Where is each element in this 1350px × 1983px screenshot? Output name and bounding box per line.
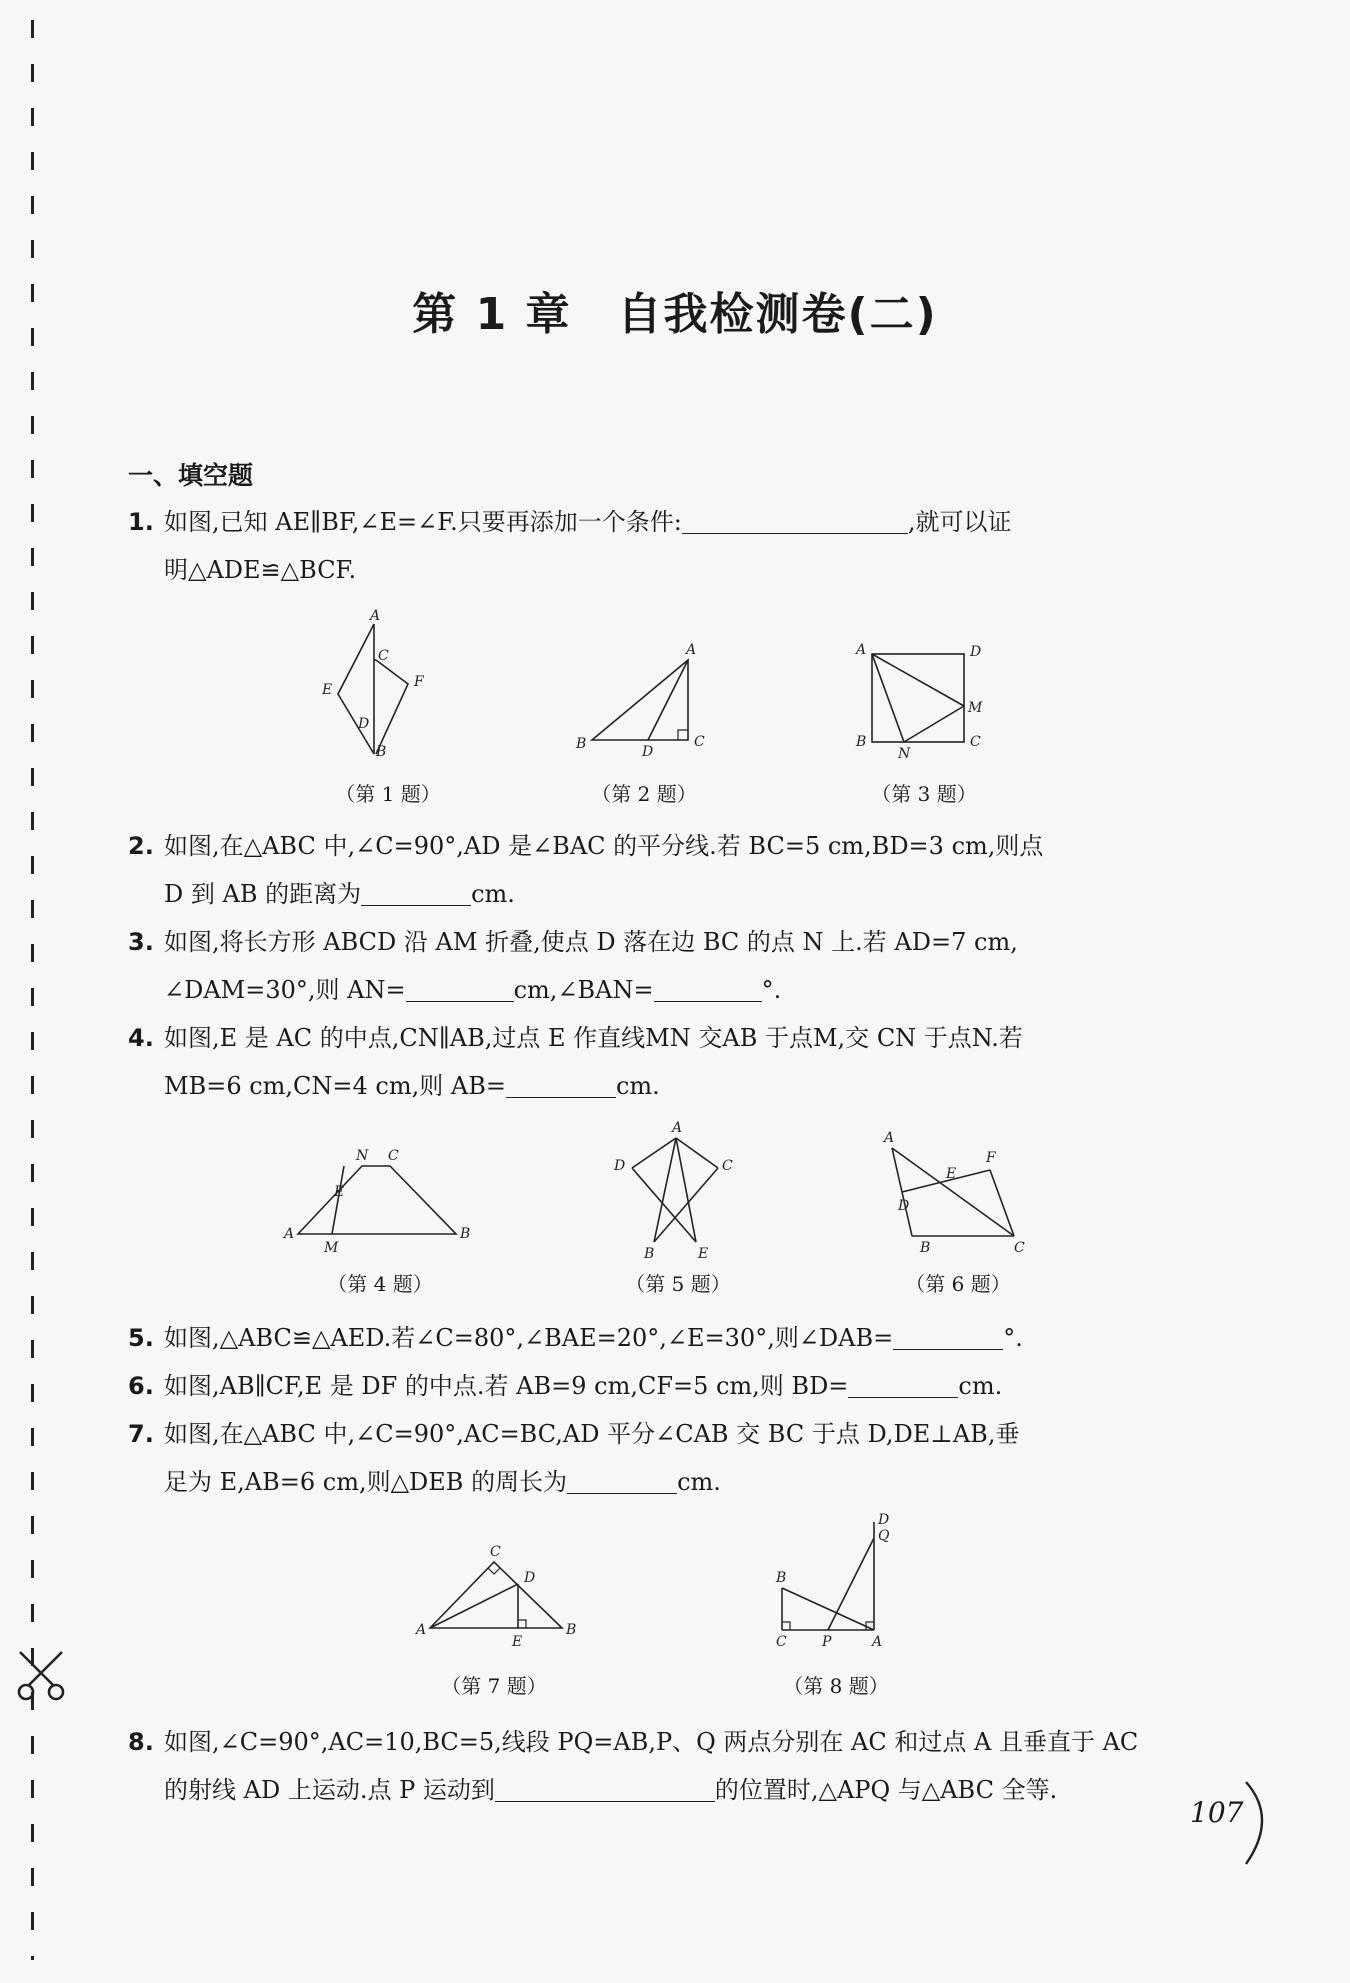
- caption-6: （第 6 题）: [905, 1272, 1011, 1296]
- answer-blank[interactable]: [682, 503, 908, 534]
- question-text: 如图,∠C=90°,AC=10,BC=5,线段 PQ=AB,P、Q 两点分别在 AC 和过点 A 且垂直于 AC: [164, 1728, 1139, 1756]
- question-number: 7.: [128, 1420, 154, 1448]
- point-label: A: [284, 1226, 295, 1242]
- point-label: N: [898, 746, 911, 762]
- figure-6: [874, 1128, 1034, 1258]
- point-label: A: [370, 608, 381, 624]
- point-label: B: [776, 1570, 787, 1586]
- answer-blank[interactable]: [567, 1463, 677, 1494]
- point-label: A: [884, 1130, 895, 1146]
- point-label: D: [898, 1198, 910, 1214]
- point-label: A: [856, 642, 867, 658]
- figure-4: [280, 1148, 480, 1258]
- point-label: A: [872, 1634, 883, 1650]
- question-8: [128, 1718, 1214, 1814]
- question-text: 如图,已知 AE∥BF,∠E=∠F.只要再添加一个条件:: [164, 508, 682, 536]
- point-label: P: [822, 1634, 832, 1650]
- point-label: E: [698, 1246, 709, 1262]
- point-label: A: [672, 1120, 683, 1136]
- answer-blank[interactable]: [406, 971, 514, 1002]
- question-number: 6.: [128, 1372, 154, 1400]
- answer-blank[interactable]: [848, 1367, 958, 1398]
- question-1: [128, 498, 1214, 594]
- point-label: C: [970, 734, 981, 750]
- caption-1: （第 1 题）: [335, 782, 441, 806]
- point-label: D: [524, 1570, 536, 1586]
- test-name: 自我检测卷(二): [617, 289, 938, 340]
- question-text: °.: [761, 976, 782, 1004]
- question-3: [128, 918, 1214, 1014]
- question-number: 8.: [128, 1728, 154, 1756]
- question-number: 3.: [128, 928, 154, 956]
- page-number: 107: [1190, 1796, 1244, 1829]
- point-label: B: [576, 736, 587, 752]
- point-label: D: [614, 1158, 626, 1174]
- question-6: [128, 1362, 1214, 1410]
- question-text: 如图,将长方形 ABCD 沿 AM 折叠,使点 D 落在边 BC 的点 N 上.若 AD=7 cm,: [164, 928, 1018, 956]
- figure-2: [572, 640, 722, 760]
- point-label: A: [686, 642, 697, 658]
- question-2: [128, 822, 1214, 918]
- page-number-bracket: [1240, 1778, 1280, 1872]
- question-4: [128, 1014, 1214, 1110]
- caption-4: （第 4 题）: [327, 1272, 433, 1296]
- point-label: B: [920, 1240, 931, 1256]
- point-label: C: [694, 734, 705, 750]
- point-label: B: [566, 1622, 577, 1638]
- point-label: E: [512, 1634, 523, 1650]
- point-label: D: [642, 744, 654, 760]
- question-text: 如图,△ABC≌△AED.若∠C=80°,∠BAE=20°,∠E=30°,则∠DAB=: [164, 1324, 894, 1352]
- answer-blank[interactable]: [506, 1067, 616, 1098]
- question-text: MB=6 cm,CN=4 cm,则 AB=: [164, 1072, 506, 1100]
- figure-1: [318, 608, 438, 758]
- question-text: °.: [1003, 1324, 1023, 1352]
- point-label: C: [722, 1158, 733, 1174]
- question-text: 如图,在△ABC 中,∠C=90°,AD 是∠BAC 的平分线.若 BC=5 cm,BD=3 cm,则点: [164, 832, 1044, 860]
- point-label: D: [358, 716, 370, 732]
- question-text: 如图,E 是 AC 的中点,CN∥AB,过点 E 作直线MN 交AB 于点M,交 CN 于点N.若: [164, 1024, 1023, 1052]
- point-label: N: [356, 1148, 369, 1164]
- question-text: 如图,AB∥CF,E 是 DF 的中点.若 AB=9 cm,CF=5 cm,则 BD=: [164, 1372, 849, 1400]
- question-text: cm.: [615, 1072, 660, 1100]
- point-label: B: [644, 1246, 655, 1262]
- point-label: E: [334, 1184, 345, 1200]
- answer-blank[interactable]: [495, 1771, 715, 1802]
- question-text: D 到 AB 的距离为: [164, 880, 362, 908]
- question-text: ∠DAM=30°,则 AN=: [164, 976, 406, 1004]
- question-number: 1.: [128, 508, 154, 536]
- question-text: 的位置时,△APQ 与△ABC 全等.: [714, 1776, 1058, 1804]
- section-heading: 一、填空题: [128, 461, 254, 490]
- point-label: D: [878, 1512, 890, 1528]
- answer-blank[interactable]: [893, 1319, 1003, 1350]
- question-number: 2.: [128, 832, 154, 860]
- point-label: C: [1014, 1240, 1025, 1256]
- point-label: C: [378, 648, 389, 664]
- point-label: F: [986, 1150, 996, 1166]
- caption-3: （第 3 题）: [871, 782, 977, 806]
- question-text: 足为 E,AB=6 cm,则△DEB 的周长为: [164, 1468, 568, 1496]
- scissors-icon: [14, 1648, 68, 1702]
- point-label: E: [322, 682, 333, 698]
- caption-8: （第 8 题）: [783, 1674, 889, 1698]
- question-text: cm,∠BAN=: [513, 976, 654, 1004]
- question-number: 4.: [128, 1024, 154, 1052]
- point-label: C: [490, 1544, 501, 1560]
- figure-8: [764, 1508, 914, 1658]
- point-label: C: [388, 1148, 399, 1164]
- question-text: cm.: [471, 880, 515, 908]
- answer-blank[interactable]: [654, 971, 762, 1002]
- figure-7: [412, 1542, 582, 1652]
- question-text: 明△ADE≌△BCF.: [164, 556, 357, 584]
- point-label: A: [416, 1622, 427, 1638]
- figure-5: [608, 1120, 748, 1260]
- point-label: D: [970, 644, 982, 660]
- page-title: [0, 278, 1350, 342]
- point-label: M: [324, 1240, 339, 1256]
- question-7: [128, 1410, 1214, 1506]
- point-label: B: [460, 1226, 471, 1242]
- question-number: 5.: [128, 1324, 154, 1352]
- point-label: F: [414, 674, 424, 690]
- caption-7: （第 7 题）: [441, 1674, 547, 1698]
- point-label: B: [856, 734, 867, 750]
- question-text: ,就可以证: [907, 508, 1012, 536]
- caption-2: （第 2 题）: [591, 782, 697, 806]
- point-label: C: [776, 1634, 787, 1650]
- question-text: 如图,在△ABC 中,∠C=90°,AC=BC,AD 平分∠CAB 交 BC 于点 D,DE⊥AB,垂: [164, 1420, 1020, 1448]
- point-label: M: [968, 700, 983, 716]
- figure-3: [852, 640, 1002, 760]
- question-text: cm.: [677, 1468, 721, 1496]
- point-label: Q: [878, 1528, 890, 1544]
- caption-5: （第 5 题）: [625, 1272, 731, 1296]
- point-label: B: [376, 744, 387, 760]
- chapter-label: 第 1 章: [412, 289, 572, 340]
- question-5: [128, 1314, 1214, 1362]
- question-text: cm.: [958, 1372, 1003, 1400]
- question-text: 的射线 AD 上运动.点 P 运动到: [164, 1776, 495, 1804]
- point-label: E: [946, 1166, 957, 1182]
- answer-blank[interactable]: [361, 875, 471, 906]
